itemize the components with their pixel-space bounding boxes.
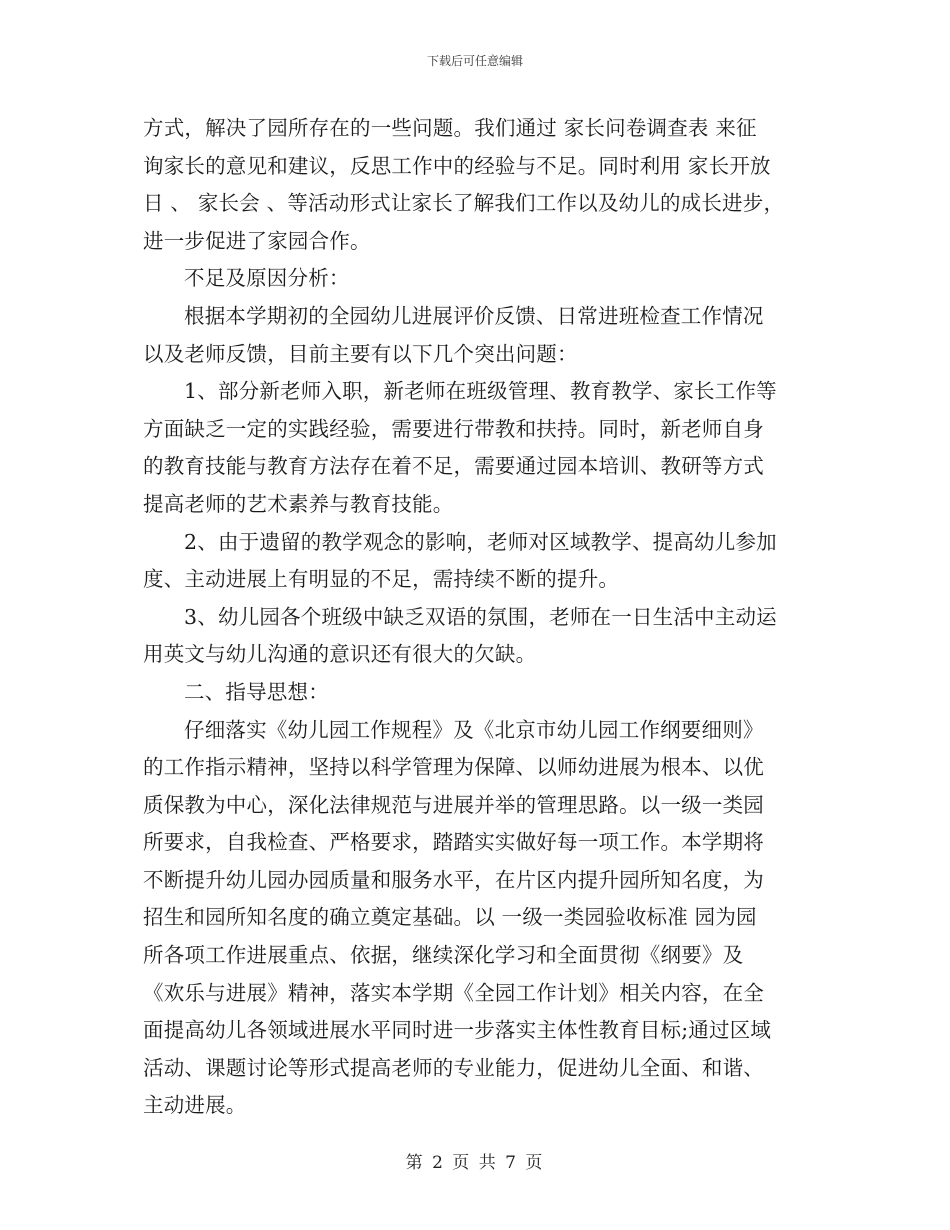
text-line: 不断提升幼儿园办园质量和服务水平，在片区内提升园所知名度，为 [143, 867, 764, 892]
text-line: 仔细落实《幼儿园工作规程》及《北京市幼儿园工作纲要细则》 [184, 717, 764, 742]
text-line: 提高老师的艺术素养与教育技能。 [143, 491, 454, 516]
text-line: 进一步促进了家园合作。 [143, 228, 371, 253]
text-line: 质保教为中心，深化法律规范与进展并举的管理思路。以一级一类园 [143, 792, 764, 817]
text-line: 根据本学期初的全园幼儿进展评价反馈、日常进班检查工作情况 [184, 303, 764, 328]
text-line: 3、幼儿园各个班级中缺乏双语的氛围，老师在一日生活中主动运 [184, 604, 777, 629]
text-line: 不足及原因分析： [184, 266, 350, 291]
text-line: 的工作指示精神，坚持以科学管理为保障、以师幼进展为根本、以优 [143, 755, 764, 780]
text-line: 以及老师反馈，目前主要有以下几个突出问题： [143, 341, 578, 366]
text-line: 招生和园所知名度的确立奠定基础。以 一级一类园验收标准 园为园 [143, 905, 757, 930]
text-line: 主动进展。 [143, 1093, 247, 1118]
text-line: 《欢乐与进展》精神，落实本学期《全园工作计划》相关内容，在全 [143, 980, 764, 1005]
text-line: 方面缺乏一定的实践经验，需要进行带教和扶持。同时，新老师自身 [143, 416, 764, 441]
text-line: 1、部分新老师入职，新老师在班级管理、教育教学、家长工作等 [184, 379, 777, 404]
text-line: 的教育技能与教育方法存在着不足，需要通过园本培训、教研等方式 [143, 454, 764, 479]
document-body [143, 110, 813, 1125]
text-line: 活动、课题讨论等形式提高老师的专业能力，促进幼儿全面、和谐、 [143, 1055, 764, 1080]
text-line: 用英文与幼儿沟通的意识还有很大的欠缺。 [143, 642, 537, 667]
page-footer: 第 2 页 共 7 页 [405, 1153, 545, 1173]
text-line: 2、由于遗留的教学观念的影响，老师对区域教学、提高幼儿参加 [184, 529, 777, 554]
text-line: 二、指导思想： [184, 679, 329, 704]
text-line: 面提高幼儿各领域进展水平同时进一步落实主体性教育目标;通过区域 [143, 1018, 772, 1043]
text-line: 所要求，自我检查、严格要求，踏踏实实做好每一项工作。本学期将 [143, 830, 764, 855]
text-line: 方式，解决了园所存在的一些问题。我们通过 家长问卷调查表 来征 [143, 116, 757, 140]
text-line: 所各项工作进展重点、依据，继续深化学习和全面贯彻《纲要》及 [143, 943, 744, 968]
text-line: 询家长的意见和建议，反思工作中的经验与不足。同时利用 家长开放 [143, 153, 771, 178]
page-header: 下载后可任意编辑 [426, 54, 523, 68]
text-line: 日 、 家长会 、等活动形式让家长了解我们工作以及幼儿的成长进步， [143, 191, 785, 216]
text-line: 度、主动进展上有明显的不足，需持续不断的提升。 [143, 567, 620, 592]
